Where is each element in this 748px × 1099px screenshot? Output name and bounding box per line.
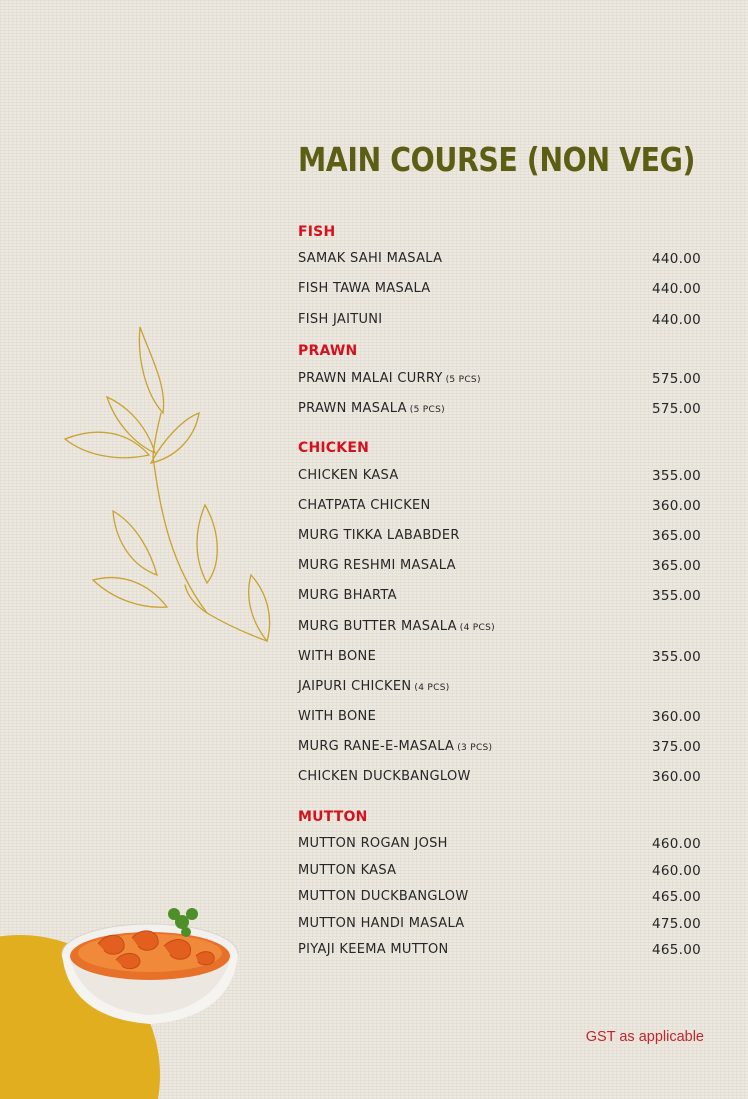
menu-item — [298, 371, 701, 389]
item-price: 460.00 — [651, 836, 701, 852]
item-name: PRAWN MALAI CURRY (5 PCS) — [298, 371, 481, 386]
leaf-sprig-illustration — [55, 315, 285, 650]
menu-item — [298, 619, 701, 637]
item-name: JAIPURI CHICKEN (4 PCS) — [298, 679, 450, 694]
item-price: 440.00 — [651, 312, 701, 328]
item-name: MURG RESHMI MASALA — [298, 558, 456, 573]
item-name: FISH JAITUNI — [298, 312, 383, 327]
item-quantity: (3 PCS) — [457, 743, 493, 753]
item-name: MUTTON KASA — [298, 863, 397, 878]
item-price: 465.00 — [651, 942, 701, 958]
menu-item — [298, 889, 701, 907]
item-price: 575.00 — [651, 371, 701, 387]
item-price: 460.00 — [651, 863, 701, 879]
item-name: SAMAK SAHI MASALA — [298, 251, 443, 266]
section-heading-mutton: MUTTON — [298, 809, 368, 825]
gst-note: GST as applicable — [585, 1029, 704, 1045]
menu-item — [298, 942, 701, 960]
item-quantity: (5 PCS) — [409, 405, 445, 415]
menu-item — [298, 769, 701, 787]
menu-item — [298, 558, 701, 576]
item-price: 375.00 — [651, 739, 701, 755]
item-name: CHICKEN KASA — [298, 468, 399, 483]
menu-item — [298, 401, 701, 419]
item-name: CHICKEN DUCKBANGLOW — [298, 769, 471, 784]
item-name: MURG TIKKA LABABDER — [298, 528, 460, 543]
item-price: 465.00 — [651, 889, 701, 905]
menu-item — [298, 679, 701, 697]
menu-item — [298, 528, 701, 546]
item-price: 365.00 — [651, 528, 701, 544]
item-name: PIYAJI KEEMA MUTTON — [298, 942, 449, 957]
item-price: 475.00 — [651, 916, 701, 932]
item-price: 355.00 — [651, 649, 701, 665]
item-price: 440.00 — [651, 251, 701, 267]
section-heading-fish: FISH — [298, 224, 336, 240]
prawn-curry-bowl-illustration — [0, 900, 260, 1099]
item-name: MURG BUTTER MASALA (4 PCS) — [298, 619, 495, 634]
item-price: 575.00 — [651, 401, 701, 417]
item-name: MUTTON DUCKBANGLOW — [298, 889, 469, 904]
menu-item — [298, 916, 701, 934]
item-name: FISH TAWA MASALA — [298, 281, 431, 296]
menu-item — [298, 251, 701, 269]
item-name: MUTTON ROGAN JOSH — [298, 836, 448, 851]
item-name: MURG BHARTA — [298, 588, 397, 603]
item-price: 355.00 — [651, 588, 701, 604]
menu-item — [298, 863, 701, 881]
section-heading-chicken: CHICKEN — [298, 440, 370, 456]
item-name: CHATPATA CHICKEN — [298, 498, 431, 513]
menu-item — [298, 312, 701, 330]
item-price: 355.00 — [651, 468, 701, 484]
item-name: MURG RANE-E-MASALA (3 PCS) — [298, 739, 493, 754]
menu-item — [298, 649, 701, 667]
item-price: 440.00 — [651, 281, 701, 297]
item-price: 360.00 — [651, 709, 701, 725]
menu-item — [298, 739, 701, 757]
item-name: PRAWN MASALA (5 PCS) — [298, 401, 445, 416]
item-price: 365.00 — [651, 558, 701, 574]
item-price: 360.00 — [651, 498, 701, 514]
page-title: MAIN COURSE (NON VEG) — [298, 140, 696, 179]
menu-item — [298, 498, 701, 516]
menu-item — [298, 468, 701, 486]
item-quantity: (4 PCS) — [459, 623, 495, 633]
menu-item — [298, 588, 701, 606]
item-price: 360.00 — [651, 769, 701, 785]
item-name: MUTTON HANDI MASALA — [298, 916, 465, 931]
item-quantity: (4 PCS) — [414, 683, 450, 693]
menu-item — [298, 281, 701, 299]
item-quantity: (5 PCS) — [445, 375, 481, 385]
menu-item — [298, 836, 701, 854]
item-name: WITH BONE — [298, 649, 377, 664]
menu-item — [298, 709, 701, 727]
section-heading-prawn: PRAWN — [298, 343, 358, 359]
item-name: WITH BONE — [298, 709, 377, 724]
